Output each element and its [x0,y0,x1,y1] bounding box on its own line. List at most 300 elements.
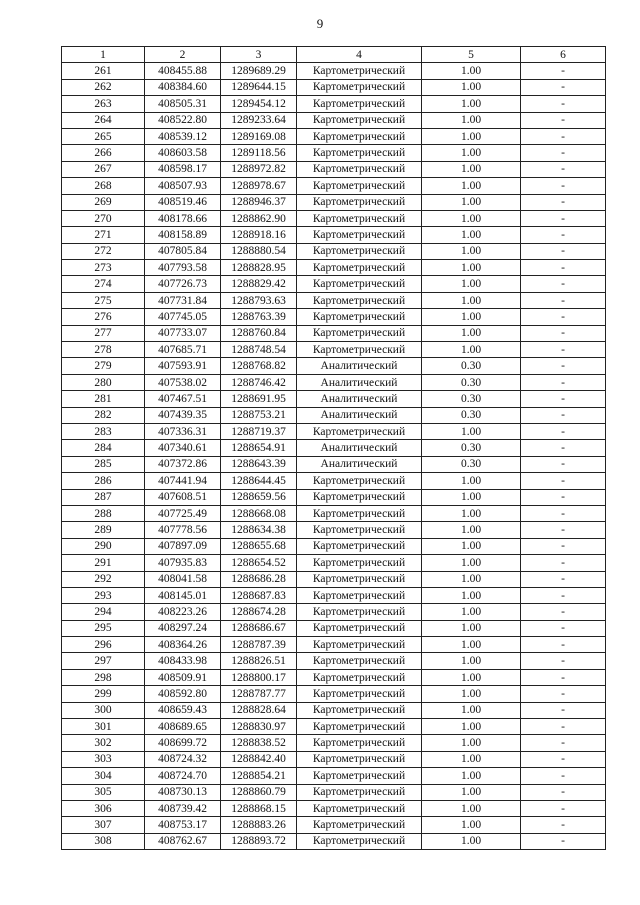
point-number-cell: 297 [62,653,145,669]
coordinates-table [61,46,606,850]
x-coordinate-cell: 407726.73 [145,276,221,292]
y-coordinate-cell: 1288686.67 [221,620,297,636]
accuracy-cell: 1.00 [422,128,521,144]
method-cell: Картометрический [297,719,422,735]
y-coordinate-cell: 1288644.45 [221,473,297,489]
method-cell: Картометрический [297,112,422,128]
method-cell: Картометрический [297,505,422,521]
note-cell: - [521,637,606,653]
note-cell: - [521,620,606,636]
table-row [62,407,606,423]
point-number-cell: 276 [62,309,145,325]
y-coordinate-cell: 1289118.56 [221,145,297,161]
note-cell: - [521,489,606,505]
x-coordinate-cell: 407805.84 [145,243,221,259]
x-coordinate-cell: 408178.66 [145,210,221,226]
method-cell: Картометрический [297,423,422,439]
y-coordinate-cell: 1288668.08 [221,505,297,521]
note-cell: - [521,210,606,226]
x-coordinate-cell: 407439.35 [145,407,221,423]
note-cell: - [521,522,606,538]
accuracy-cell: 1.00 [422,325,521,341]
accuracy-cell: 1.00 [422,309,521,325]
method-cell: Картометрический [297,686,422,702]
accuracy-cell: 1.00 [422,686,521,702]
method-cell: Картометрический [297,325,422,341]
method-cell: Картометрический [297,522,422,538]
point-number-cell: 301 [62,719,145,735]
method-cell: Картометрический [297,227,422,243]
method-cell: Аналитический [297,440,422,456]
table-row [62,440,606,456]
point-number-cell: 287 [62,489,145,505]
x-coordinate-cell: 407336.31 [145,423,221,439]
point-number-cell: 284 [62,440,145,456]
accuracy-cell: 1.00 [422,473,521,489]
table-row [62,637,606,653]
x-coordinate-cell: 408699.72 [145,735,221,751]
accuracy-cell: 1.00 [422,538,521,554]
note-cell: - [521,604,606,620]
y-coordinate-cell: 1288842.40 [221,751,297,767]
method-cell: Картометрический [297,260,422,276]
point-number-cell: 264 [62,112,145,128]
point-number-cell: 279 [62,358,145,374]
point-number-cell: 294 [62,604,145,620]
y-coordinate-cell: 1288862.90 [221,210,297,226]
method-cell: Картометрический [297,555,422,571]
point-number-cell: 281 [62,391,145,407]
y-coordinate-cell: 1288691.95 [221,391,297,407]
method-cell: Аналитический [297,391,422,407]
accuracy-cell: 1.00 [422,342,521,358]
accuracy-cell: 1.00 [422,63,521,79]
point-number-cell: 296 [62,637,145,653]
page-number: 9 [316,16,324,31]
note-cell: - [521,358,606,374]
table-row [62,309,606,325]
y-coordinate-cell: 1288972.82 [221,161,297,177]
x-coordinate-cell: 407372.86 [145,456,221,472]
y-coordinate-cell: 1288826.51 [221,653,297,669]
x-coordinate-cell: 407441.94 [145,473,221,489]
table-row [62,391,606,407]
y-coordinate-cell: 1288946.37 [221,194,297,210]
x-coordinate-cell: 408730.13 [145,784,221,800]
y-coordinate-cell: 1289689.29 [221,63,297,79]
method-cell: Картометрический [297,243,422,259]
method-cell: Картометрический [297,637,422,653]
table-row [62,243,606,259]
table-row [62,325,606,341]
table-row [62,719,606,735]
method-cell: Картометрический [297,833,422,849]
method-cell: Картометрический [297,751,422,767]
y-coordinate-cell: 1288674.28 [221,604,297,620]
header-cell-3: 3 [221,47,297,63]
accuracy-cell: 1.00 [422,653,521,669]
table-row [62,833,606,849]
x-coordinate-cell: 408724.32 [145,751,221,767]
x-coordinate-cell: 407731.84 [145,292,221,308]
x-coordinate-cell: 408659.43 [145,702,221,718]
note-cell: - [521,63,606,79]
note-cell: - [521,79,606,95]
x-coordinate-cell: 407340.61 [145,440,221,456]
x-coordinate-cell: 408145.01 [145,587,221,603]
note-cell: - [521,227,606,243]
note-cell: - [521,145,606,161]
point-number-cell: 272 [62,243,145,259]
table-row [62,571,606,587]
table-header-row [62,47,606,63]
x-coordinate-cell: 407733.07 [145,325,221,341]
table-row [62,178,606,194]
table-row [62,817,606,833]
note-cell: - [521,505,606,521]
table-row [62,260,606,276]
table-row [62,653,606,669]
y-coordinate-cell: 1288838.52 [221,735,297,751]
point-number-cell: 305 [62,784,145,800]
note-cell: - [521,456,606,472]
accuracy-cell: 1.00 [422,735,521,751]
point-number-cell: 266 [62,145,145,161]
table-row [62,587,606,603]
method-cell: Картометрический [297,489,422,505]
note-cell: - [521,407,606,423]
table-row [62,358,606,374]
x-coordinate-cell: 407608.51 [145,489,221,505]
x-coordinate-cell: 408384.60 [145,79,221,95]
x-coordinate-cell: 408364.26 [145,637,221,653]
point-number-cell: 268 [62,178,145,194]
accuracy-cell: 1.00 [422,751,521,767]
x-coordinate-cell: 407467.51 [145,391,221,407]
accuracy-cell: 1.00 [422,79,521,95]
y-coordinate-cell: 1288753.21 [221,407,297,423]
x-coordinate-cell: 408598.17 [145,161,221,177]
x-coordinate-cell: 408509.91 [145,669,221,685]
accuracy-cell: 1.00 [422,817,521,833]
y-coordinate-cell: 1288746.42 [221,374,297,390]
table-row [62,669,606,685]
table-row [62,276,606,292]
y-coordinate-cell: 1288978.67 [221,178,297,194]
method-cell: Картометрический [297,63,422,79]
point-number-cell: 267 [62,161,145,177]
y-coordinate-cell: 1288883.26 [221,817,297,833]
method-cell: Картометрический [297,735,422,751]
method-cell: Аналитический [297,358,422,374]
header-cell-2: 2 [145,47,221,63]
point-number-cell: 303 [62,751,145,767]
accuracy-cell: 1.00 [422,637,521,653]
note-cell: - [521,555,606,571]
table-row [62,702,606,718]
note-cell: - [521,260,606,276]
table-row [62,784,606,800]
x-coordinate-cell: 408603.58 [145,145,221,161]
table-row [62,128,606,144]
table-row [62,210,606,226]
table-row [62,604,606,620]
note-cell: - [521,178,606,194]
accuracy-cell: 1.00 [422,833,521,849]
method-cell: Картометрический [297,96,422,112]
method-cell: Картометрический [297,620,422,636]
y-coordinate-cell: 1289169.08 [221,128,297,144]
accuracy-cell: 1.00 [422,161,521,177]
table-row [62,751,606,767]
table-row [62,227,606,243]
method-cell: Аналитический [297,407,422,423]
point-number-cell: 269 [62,194,145,210]
table-row [62,800,606,816]
accuracy-cell: 1.00 [422,555,521,571]
method-cell: Картометрический [297,800,422,816]
x-coordinate-cell: 407685.71 [145,342,221,358]
table-row [62,342,606,358]
point-number-cell: 273 [62,260,145,276]
x-coordinate-cell: 407745.05 [145,309,221,325]
point-number-cell: 292 [62,571,145,587]
point-number-cell: 275 [62,292,145,308]
method-cell: Картометрический [297,702,422,718]
y-coordinate-cell: 1288860.79 [221,784,297,800]
x-coordinate-cell: 408519.46 [145,194,221,210]
accuracy-cell: 1.00 [422,505,521,521]
header-cell-6: 6 [521,47,606,63]
x-coordinate-cell: 408158.89 [145,227,221,243]
method-cell: Картометрический [297,145,422,161]
note-cell: - [521,423,606,439]
note-cell: - [521,473,606,489]
accuracy-cell: 1.00 [422,587,521,603]
accuracy-cell: 1.00 [422,800,521,816]
accuracy-cell: 1.00 [422,522,521,538]
method-cell: Картометрический [297,538,422,554]
point-number-cell: 271 [62,227,145,243]
table-row [62,374,606,390]
accuracy-cell: 0.30 [422,358,521,374]
x-coordinate-cell: 408753.17 [145,817,221,833]
note-cell: - [521,686,606,702]
x-coordinate-cell: 408739.42 [145,800,221,816]
table-row [62,63,606,79]
point-number-cell: 282 [62,407,145,423]
table-row [62,489,606,505]
x-coordinate-cell: 407725.49 [145,505,221,521]
point-number-cell: 283 [62,423,145,439]
table-row [62,505,606,521]
table-row [62,194,606,210]
note-cell: - [521,653,606,669]
point-number-cell: 289 [62,522,145,538]
method-cell: Картометрический [297,784,422,800]
y-coordinate-cell: 1288880.54 [221,243,297,259]
accuracy-cell: 1.00 [422,719,521,735]
x-coordinate-cell: 408505.31 [145,96,221,112]
table-row [62,112,606,128]
table-row [62,686,606,702]
point-number-cell: 278 [62,342,145,358]
point-number-cell: 290 [62,538,145,554]
method-cell: Картометрический [297,817,422,833]
y-coordinate-cell: 1288687.83 [221,587,297,603]
method-cell: Картометрический [297,768,422,784]
note-cell: - [521,571,606,587]
note-cell: - [521,194,606,210]
x-coordinate-cell: 407793.58 [145,260,221,276]
y-coordinate-cell: 1288793.63 [221,292,297,308]
x-coordinate-cell: 408539.12 [145,128,221,144]
y-coordinate-cell: 1288829.42 [221,276,297,292]
note-cell: - [521,276,606,292]
note-cell: - [521,735,606,751]
x-coordinate-cell: 407897.09 [145,538,221,554]
method-cell: Картометрический [297,473,422,489]
y-coordinate-cell: 1288854.21 [221,768,297,784]
accuracy-cell: 1.00 [422,423,521,439]
point-number-cell: 304 [62,768,145,784]
method-cell: Картометрический [297,292,422,308]
header-cell-4: 4 [297,47,422,63]
note-cell: - [521,800,606,816]
note-cell: - [521,292,606,308]
method-cell: Картометрический [297,342,422,358]
accuracy-cell: 1.00 [422,96,521,112]
x-coordinate-cell: 408455.88 [145,63,221,79]
point-number-cell: 277 [62,325,145,341]
note-cell: - [521,833,606,849]
point-number-cell: 291 [62,555,145,571]
method-cell: Картометрический [297,309,422,325]
table-row [62,161,606,177]
note-cell: - [521,96,606,112]
x-coordinate-cell: 407935.83 [145,555,221,571]
y-coordinate-cell: 1288918.16 [221,227,297,243]
point-number-cell: 265 [62,128,145,144]
point-number-cell: 262 [62,79,145,95]
table-row [62,555,606,571]
method-cell: Картометрический [297,178,422,194]
accuracy-cell: 1.00 [422,227,521,243]
x-coordinate-cell: 408762.67 [145,833,221,849]
point-number-cell: 263 [62,96,145,112]
table-row [62,522,606,538]
method-cell: Картометрический [297,571,422,587]
point-number-cell: 261 [62,63,145,79]
accuracy-cell: 1.00 [422,276,521,292]
point-number-cell: 306 [62,800,145,816]
method-cell: Картометрический [297,194,422,210]
point-number-cell: 293 [62,587,145,603]
method-cell: Картометрический [297,587,422,603]
y-coordinate-cell: 1288748.54 [221,342,297,358]
x-coordinate-cell: 408223.26 [145,604,221,620]
accuracy-cell: 1.00 [422,112,521,128]
note-cell: - [521,751,606,767]
note-cell: - [521,342,606,358]
accuracy-cell: 1.00 [422,194,521,210]
note-cell: - [521,768,606,784]
accuracy-cell: 1.00 [422,784,521,800]
note-cell: - [521,538,606,554]
table-row [62,456,606,472]
y-coordinate-cell: 1288768.82 [221,358,297,374]
note-cell: - [521,784,606,800]
accuracy-cell: 1.00 [422,768,521,784]
note-cell: - [521,112,606,128]
point-number-cell: 274 [62,276,145,292]
y-coordinate-cell: 1288655.68 [221,538,297,554]
note-cell: - [521,374,606,390]
table-row [62,473,606,489]
method-cell: Картометрический [297,669,422,685]
note-cell: - [521,243,606,259]
note-cell: - [521,817,606,833]
point-number-cell: 285 [62,456,145,472]
y-coordinate-cell: 1288830.97 [221,719,297,735]
y-coordinate-cell: 1289233.64 [221,112,297,128]
y-coordinate-cell: 1288893.72 [221,833,297,849]
x-coordinate-cell: 408724.70 [145,768,221,784]
note-cell: - [521,587,606,603]
point-number-cell: 308 [62,833,145,849]
y-coordinate-cell: 1288634.38 [221,522,297,538]
method-cell: Картометрический [297,604,422,620]
note-cell: - [521,391,606,407]
y-coordinate-cell: 1288800.17 [221,669,297,685]
point-number-cell: 298 [62,669,145,685]
y-coordinate-cell: 1288868.15 [221,800,297,816]
method-cell: Картометрический [297,210,422,226]
y-coordinate-cell: 1288763.39 [221,309,297,325]
x-coordinate-cell: 408041.58 [145,571,221,587]
note-cell: - [521,161,606,177]
x-coordinate-cell: 408689.65 [145,719,221,735]
table-row [62,620,606,636]
method-cell: Аналитический [297,374,422,390]
y-coordinate-cell: 1288760.84 [221,325,297,341]
accuracy-cell: 0.30 [422,440,521,456]
point-number-cell: 295 [62,620,145,636]
accuracy-cell: 0.30 [422,391,521,407]
y-coordinate-cell: 1289454.12 [221,96,297,112]
note-cell: - [521,309,606,325]
method-cell: Аналитический [297,456,422,472]
table-row [62,292,606,308]
method-cell: Картометрический [297,653,422,669]
header-cell-5: 5 [422,47,521,63]
note-cell: - [521,440,606,456]
method-cell: Картометрический [297,276,422,292]
x-coordinate-cell: 408297.24 [145,620,221,636]
x-coordinate-cell: 408522.80 [145,112,221,128]
table-row [62,96,606,112]
point-number-cell: 286 [62,473,145,489]
accuracy-cell: 0.30 [422,374,521,390]
accuracy-cell: 1.00 [422,292,521,308]
y-coordinate-cell: 1288719.37 [221,423,297,439]
accuracy-cell: 1.00 [422,145,521,161]
accuracy-cell: 1.00 [422,260,521,276]
accuracy-cell: 0.30 [422,456,521,472]
note-cell: - [521,128,606,144]
accuracy-cell: 1.00 [422,489,521,505]
x-coordinate-cell: 407778.56 [145,522,221,538]
